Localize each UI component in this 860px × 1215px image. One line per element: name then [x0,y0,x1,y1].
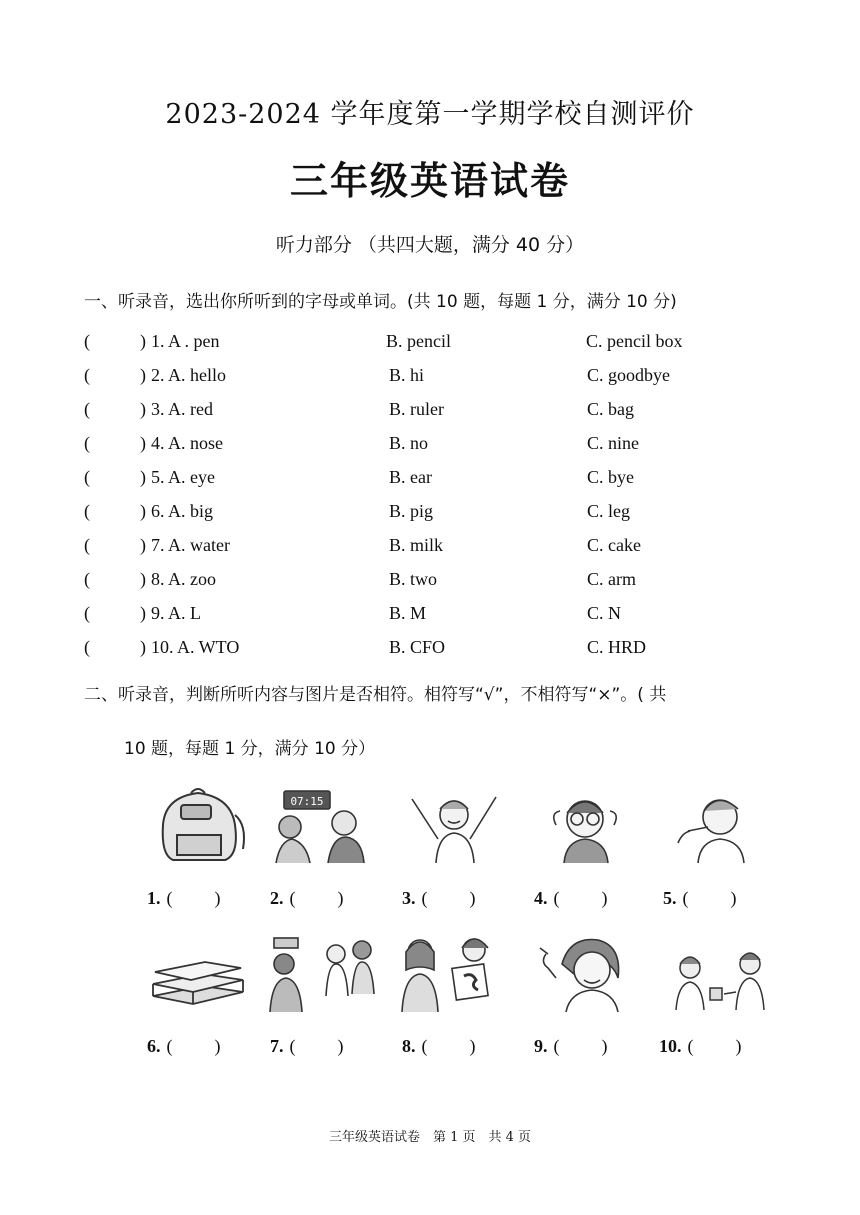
question-row [0,535,860,565]
option-b: B. two [389,569,438,589]
answer-blank[interactable] [270,1036,344,1057]
answer-paren-close: ) [140,365,146,385]
answer-paren-close: ) [469,1036,476,1056]
question-row [0,365,860,395]
option-a: 7. A. water [151,535,230,555]
answer-paren-open: ( [421,1036,428,1056]
answer-paren-open: ( [84,603,90,623]
option-b: B. milk [389,535,444,555]
option-c: C. cake [587,535,641,555]
section2-title-line1: 二、听录音，判断所听内容与图片是否相符。相符写“√”，不相符写“×”。( 共 [84,685,667,705]
answer-paren-open: ( [289,888,296,908]
answer-paren-close: ) [140,535,146,555]
option-a: 10. A. WTO [151,637,240,657]
answer-paren-open: ( [553,888,560,908]
answer-paren-close: ) [140,569,146,589]
answer-paren-close: ) [735,1036,742,1056]
answer-paren-open: ( [84,331,90,351]
glasses-boy-picture [530,785,640,865]
answer-paren-close: ) [214,1036,221,1056]
answer-blank[interactable] [147,1036,221,1057]
section1-title: 一、听录音，选出你所听到的字母或单词。(共 10 题，每题 1 分，满分 10 分) [84,292,677,312]
question-row [0,637,860,667]
answer-paren-open: ( [84,365,90,385]
answer-paren-close: ) [140,501,146,521]
answer-number: 6. [147,1036,161,1056]
answer-number: 10. [659,1036,682,1056]
option-b: B. ear [389,467,432,487]
answer-blank[interactable] [534,1036,608,1057]
waving-boy-picture [398,785,508,865]
answer-paren-close: ) [337,888,344,908]
question-row [0,467,860,497]
option-a: 2. A. hello [151,365,226,385]
answer-paren-open: ( [682,888,689,908]
option-b: B. ruler [389,399,444,419]
question-row [0,603,860,633]
answer-paren-open: ( [421,888,428,908]
option-c: C. bag [587,399,634,419]
answer-paren-close: ) [140,433,146,453]
answer-paren-open: ( [166,888,173,908]
option-a: 5. A. eye [151,467,215,487]
answer-number: 4. [534,888,548,908]
answer-paren-close: ) [140,467,146,487]
option-c: C. goodbye [587,365,670,385]
two-kids-picture [664,934,774,1014]
option-a: 3. A. red [151,399,213,419]
answer-paren-open: ( [84,637,90,657]
answer-paren-close: ) [140,331,146,351]
answer-paren-close: ) [140,603,146,623]
question-row [0,399,860,429]
option-a: 6. A. big [151,501,214,521]
section2-title-line2: 10 题，每题 1 分，满分 10 分） [124,739,376,759]
answer-blank[interactable] [270,888,344,909]
answer-number: 8. [402,1036,416,1056]
option-b: B. pencil [386,331,451,351]
option-a: 1. A . pen [151,331,220,351]
answer-number: 3. [402,888,416,908]
answer-paren-open: ( [687,1036,694,1056]
answer-paren-open: ( [84,535,90,555]
answer-paren-open: ( [84,569,90,589]
option-a: 8. A. zoo [151,569,216,589]
answer-blank[interactable] [534,888,608,909]
answer-blank[interactable] [659,1036,742,1057]
question-row [0,433,860,463]
answer-number: 7. [270,1036,284,1056]
option-c: C. bye [587,467,634,487]
girl-phone-picture [526,934,636,1014]
answer-blank[interactable] [402,1036,476,1057]
answer-paren-close: ) [337,1036,344,1056]
answer-paren-open: ( [289,1036,296,1056]
answer-number: 5. [663,888,677,908]
option-c: C. nine [587,433,639,453]
question-row [0,501,860,531]
answer-paren-close: ) [730,888,737,908]
clock-people-picture [266,785,376,865]
question-row [0,331,860,361]
listening-header: 听力部分 （共四大题，满分 40 分） [275,234,585,256]
main-title: 三年级英语试卷 [289,158,570,203]
children-picture [266,934,376,1014]
answer-paren-open: ( [553,1036,560,1056]
option-c: C. pencil box [586,331,683,351]
answer-paren-open: ( [84,501,90,521]
answer-paren-close: ) [601,1036,608,1056]
option-b: B. no [389,433,429,453]
answer-blank[interactable] [663,888,737,909]
answer-paren-close: ) [214,888,221,908]
option-c: C. arm [587,569,636,589]
answer-number: 2. [270,888,284,908]
answer-blank[interactable] [402,888,476,909]
option-c: C. N [587,603,622,623]
option-c: C. leg [587,501,630,521]
answer-number: 9. [534,1036,548,1056]
page-footer: 三年级英语试卷 第 1 页 共 4 页 [328,1130,532,1145]
answer-paren-close: ) [140,637,146,657]
answer-paren-close: ) [140,399,146,419]
schoolbag-picture [143,785,253,865]
answer-paren-close: ) [601,888,608,908]
answer-number: 1. [147,888,161,908]
answer-paren-open: ( [166,1036,173,1056]
option-c: C. HRD [587,637,647,657]
books-picture [143,934,253,1014]
option-b: B. CFO [389,637,446,657]
answer-paren-open: ( [84,467,90,487]
brushing-boy-picture [658,785,768,865]
option-b: B. pig [389,501,434,521]
option-b: B. hi [389,365,425,385]
clock-time-label: 07:15 [290,795,324,808]
question-row [0,569,860,599]
girls-picture [398,934,508,1014]
option-a: 4. A. nose [151,433,223,453]
answer-blank[interactable] [147,888,221,909]
option-b: B. M [389,603,427,623]
answer-paren-open: ( [84,433,90,453]
answer-paren-close: ) [469,888,476,908]
header-title: 2023-2024 学年度第一学期学校自测评价 [165,99,695,130]
option-a: 9. A. L [151,603,202,623]
answer-paren-open: ( [84,399,90,419]
